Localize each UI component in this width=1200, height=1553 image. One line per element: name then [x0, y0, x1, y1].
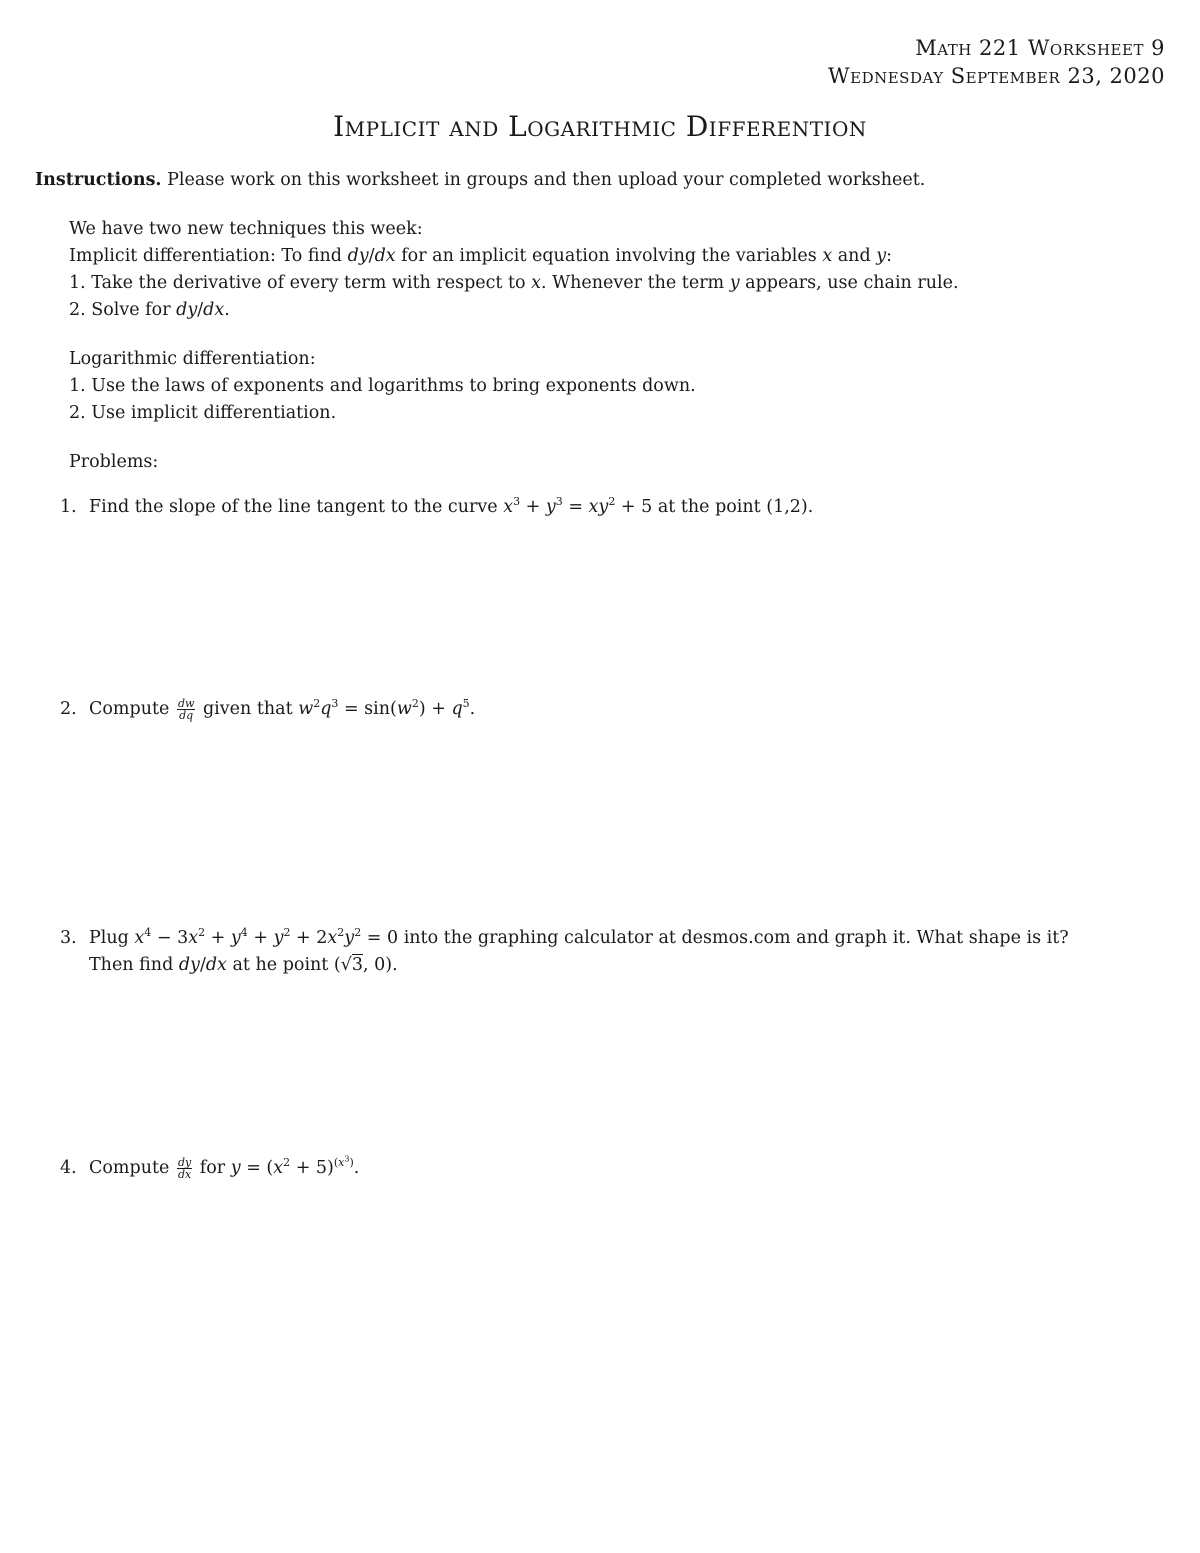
implicit-step-1: 1. Take the derivative of every term with respect to x. Whenever the term y appears, use chain rule.: [69, 273, 959, 293]
log-step-2: 2. Use implicit differentiation.: [69, 403, 337, 423]
log-heading: Logarithmic differentiation:: [69, 349, 316, 369]
intro-line: We have two new techniques this week:: [69, 219, 423, 239]
implicit-step-2: 2. Solve for dy/dx.: [69, 300, 230, 320]
sqrt-3: √3, 0).: [340, 955, 398, 975]
equation-4: $y = (x^2 + 5)^{(x^3)}$.: [230, 1154, 360, 1178]
problem-4: 4. Compute $\frac{dy}{dx}$ for $y = (x^2 + 5)^{(x^3)}$.: [60, 1154, 360, 1181]
equation-2: $w^2q^3 = \sin(w^2) + q^5$.: [298, 697, 476, 719]
date-label: Wednesday September 23, 2020: [828, 64, 1165, 88]
implicit-definition: Implicit differentiation: To find dy/dx for an implicit equation involving the variables x and y:: [69, 246, 893, 266]
log-step-1: 1. Use the laws of exponents and logarithms to bring exponents down.: [69, 376, 696, 396]
problem-1: 1. Find the slope of the line tangent to the curve $x^3 + y^3 = xy^2 + 5$ at the point (1,2).: [60, 495, 814, 517]
problem-2: 2. Compute $\frac{dw}{dq}$ given that $w^2q^3 = \sin(w^2) + q^5$.: [60, 697, 476, 722]
fraction-dy-dx: $\frac{dy}{dx}$: [177, 1156, 192, 1181]
instructions: [35, 167, 925, 193]
problems-heading: Problems:: [69, 452, 159, 472]
fraction-dw-dq: $\frac{dw}{dq}$: [177, 697, 195, 722]
instructions-lead: Instructions.: [35, 170, 162, 190]
problem-3: 3. Plug $x^4 - 3x^2 + y^4 + y^2 + 2x^2y^2 = 0$ into the graphing calculator at desmos.com and graph it. What shape is it? Then find dy/dx at he point (√3, 0).: [60, 926, 1069, 975]
page-title: Implicit and Logarithmic Differention: [333, 110, 867, 143]
equation-3: $x^4 - 3x^2 + y^4 + y^2 + 2x^2y^2 = 0$: [134, 926, 399, 948]
equation-1: $x^3 + y^3 = xy^2 + 5$: [503, 495, 653, 517]
instructions-text: Please work on this worksheet in groups and then upload your completed worksheet.: [167, 170, 926, 190]
intro-section: [69, 216, 959, 476]
course-label: Math 221 Worksheet 9: [915, 36, 1165, 60]
worksheet-header: [828, 34, 1165, 90]
